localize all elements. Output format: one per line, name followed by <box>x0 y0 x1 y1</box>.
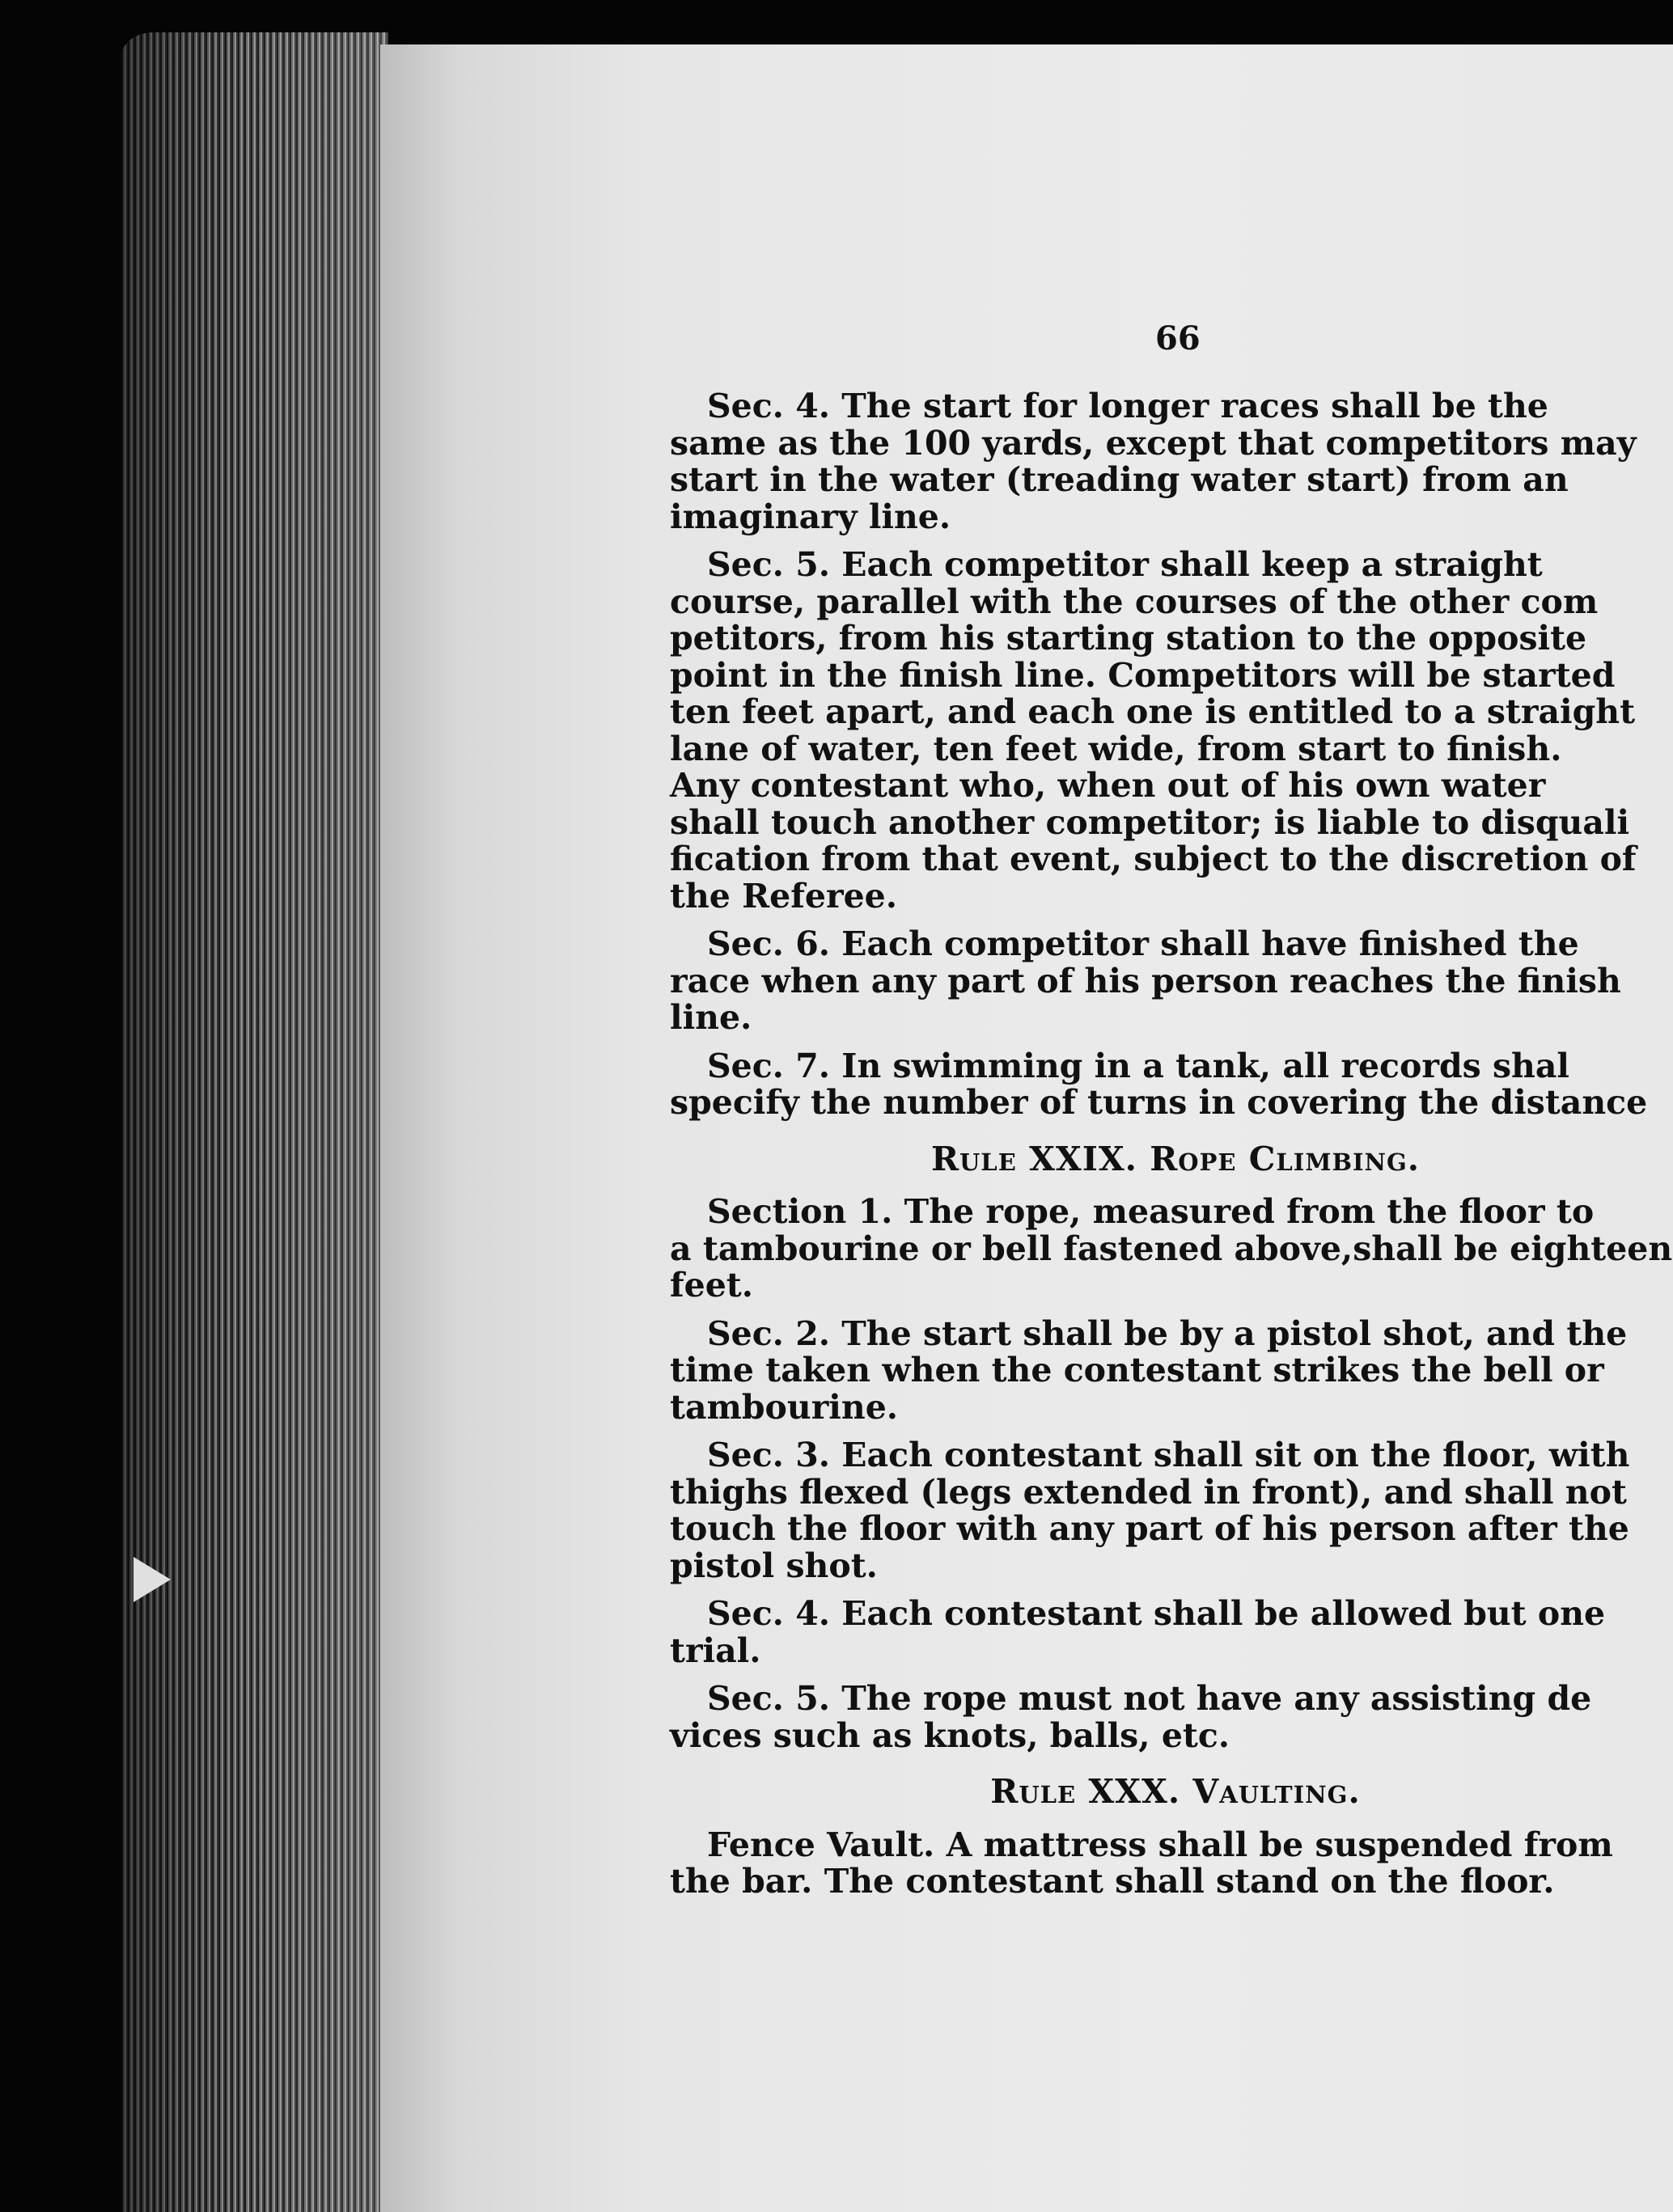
text-line: Sec. 7. In swimming in a tank, all records shal <box>707 1046 1569 1085</box>
text-line: Fence Vault. A mattress shall be suspended from <box>707 1825 1613 1864</box>
text-line: point in the finish line. Competitors will be started <box>670 655 1616 695</box>
text-line: shall touch another competitor; is liable to disquali <box>670 802 1630 842</box>
text-line: ten feet apart, and each one is entitled to a straight <box>670 692 1636 731</box>
text-line: Section 1. The rope, measured from the floor to <box>707 1192 1595 1231</box>
text-line: lane of water, ten feet wide, from start to finish. <box>670 729 1562 768</box>
text-line: Any contestant who, when out of his own water <box>670 766 1546 805</box>
text-line: the Referee. <box>670 876 898 916</box>
text-line: Sec. 4. The start for longer races shall be the <box>707 387 1548 425</box>
paragraph <box>670 1194 1673 1305</box>
text-line: pistol shot. <box>670 1546 878 1585</box>
paragraph <box>670 1313 1673 1427</box>
paragraph <box>670 926 1673 1037</box>
text-line: Sec. 3. Each contestant shall sit on the floor, with <box>707 1436 1630 1474</box>
text-line: race when any part of his person reaches the finish <box>670 961 1621 1000</box>
paragraph <box>670 1827 1673 1901</box>
paragraph <box>670 547 1673 915</box>
text-line: course, parallel with the courses of the other com <box>670 582 1599 621</box>
text-line: specify the number of turns in covering the distance <box>670 1083 1648 1122</box>
text-line: line. <box>670 998 752 1037</box>
text-line: thighs flexed (legs extended in front), and shall not <box>670 1472 1627 1512</box>
text-line: vices such as knots, balls, etc. <box>670 1715 1230 1755</box>
text-line: fication from that event, subject to the discretion of <box>670 840 1637 878</box>
text-line: a tambourine or bell fastened above,shall be eighteen <box>670 1229 1673 1268</box>
text-line: imaginary line. <box>670 497 951 536</box>
rule-heading: Rule XXIX. Rope Climbing. <box>930 1139 1421 1178</box>
paragraph <box>670 1437 1673 1584</box>
text-line: Sec. 4. Each contestant shall be allowed but one <box>707 1594 1606 1633</box>
text-line: start in the water (treading water start) from an <box>670 460 1569 499</box>
paragraph <box>670 1681 1673 1754</box>
page-body <box>670 388 1673 1912</box>
text-line: petitors, from his starting station to the opposite <box>670 619 1587 658</box>
paragraph <box>670 388 1673 535</box>
text-line: Sec. 5. The rope must not have any assisting de <box>707 1679 1592 1718</box>
page-number: 66 <box>1155 319 1201 357</box>
text-line: touch the floor with any part of his person after the <box>670 1509 1629 1548</box>
text-line: tambourine. <box>670 1387 899 1427</box>
text-line: feet. <box>670 1266 754 1305</box>
paragraph <box>670 1596 1673 1669</box>
text-line: Sec. 5. Each competitor shall keep a straight <box>707 545 1543 584</box>
rule-heading: Rule XXX. Vaulting. <box>990 1772 1361 1811</box>
paragraph <box>670 1048 1673 1122</box>
text-line: same as the 100 yards, except that competitors may <box>670 423 1637 463</box>
text-line: the bar. The contestant shall stand on the floor. <box>670 1862 1555 1901</box>
page-edges <box>121 32 388 2212</box>
text-line: Sec. 6. Each competitor shall have finished the <box>707 924 1579 963</box>
page-marker-triangle <box>133 1557 171 1602</box>
text-line: Sec. 2. The start shall be by a pistol shot, and the <box>707 1313 1628 1353</box>
text-line: trial. <box>670 1630 761 1670</box>
text-line: time taken when the contestant strikes the bell or <box>670 1351 1604 1389</box>
